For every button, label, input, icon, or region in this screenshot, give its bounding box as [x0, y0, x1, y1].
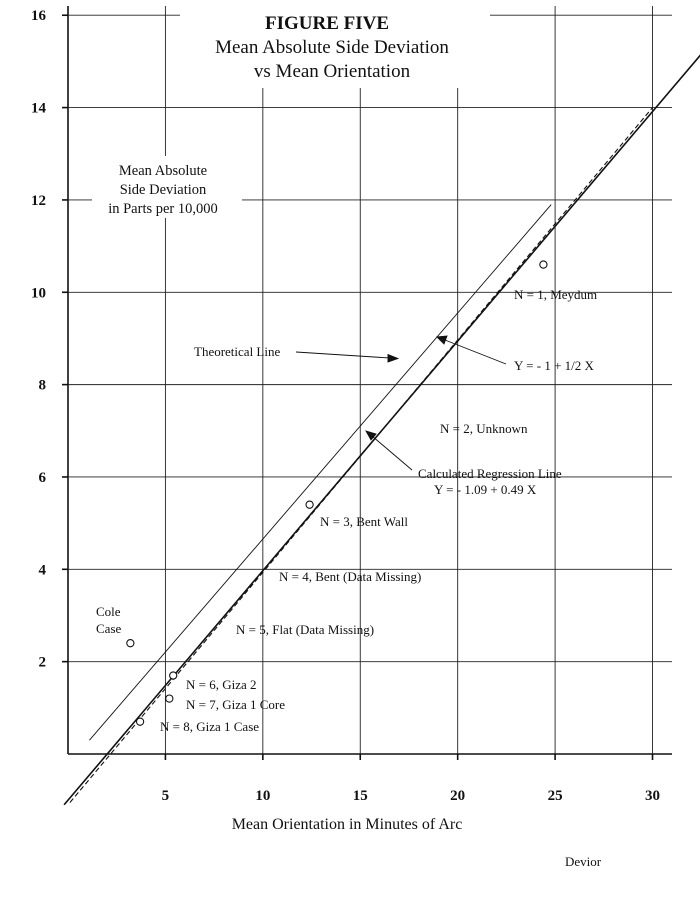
- data-point-1: [306, 501, 313, 508]
- data-point-5: [127, 640, 134, 647]
- label-n3-bent-wall: N = 3, Bent Wall: [320, 514, 409, 529]
- ylabel-line3: in Parts per 10,000: [108, 201, 218, 217]
- label-n7-giza1-core: N = 7, Giza 1 Core: [186, 697, 286, 712]
- data-point-2: [170, 672, 177, 679]
- chart-lines: [64, 1, 700, 804]
- x-tick-label-0: 5: [161, 788, 170, 804]
- data-point-0: [540, 261, 547, 268]
- x-tick-label-2: 15: [352, 788, 368, 804]
- label-n2-unknown: N = 2, Unknown: [440, 421, 528, 436]
- y-tick-label-5: 12: [31, 192, 46, 209]
- annotation-arrows: [296, 336, 506, 470]
- label-regression-line: Calculated Regression Line: [418, 466, 562, 481]
- y-tick-label-0: 2: [38, 654, 46, 671]
- theoretical-arrow-line: [296, 352, 390, 358]
- label-n1-meydum: N = 1, Meydum: [514, 287, 598, 302]
- theoretical-eq-arrow-line: [445, 340, 506, 364]
- axes: [68, 6, 672, 754]
- theoretical-arrowhead: [388, 355, 398, 363]
- grid-lines: [68, 6, 672, 754]
- label-cole-line1: Cole: [96, 604, 121, 619]
- y-tick-label-6: 14: [31, 100, 46, 117]
- x-tick-label-4: 25: [547, 788, 563, 804]
- data-point-3: [166, 695, 173, 702]
- label-n8-giza1-case: N = 8, Giza 1 Case: [160, 719, 260, 734]
- line-solid-0: [64, 1, 700, 804]
- x-tick-label-1: 10: [255, 788, 271, 804]
- ylabel-line1: Mean Absolute: [118, 163, 208, 179]
- chart-title-line3: vs Mean Orientation: [253, 61, 411, 82]
- x-axis-label: Mean Orientation in Minutes of Arc: [231, 816, 463, 833]
- label-theoretical-line: Theoretical Line: [194, 344, 281, 359]
- x-tick-label-3: 20: [450, 788, 466, 804]
- label-theoretical-equation: Y = - 1 + 1/2 X: [514, 358, 594, 373]
- y-tick-label-7: 16: [31, 8, 46, 25]
- chart-title-line1: FIGURE FIVE: [264, 13, 390, 34]
- x-tick-label-5: 30: [645, 788, 661, 804]
- chart-title-line2: Mean Absolute Side Deviation: [215, 37, 449, 58]
- y-tick-label-2: 6: [38, 469, 46, 486]
- y-tick-label-1: 4: [38, 562, 46, 579]
- label-n5-flat: N = 5, Flat (Data Missing): [236, 622, 375, 637]
- footer-text: Devior: [565, 854, 602, 869]
- y-tick-label-3: 8: [38, 377, 46, 394]
- regression-arrow-line: [372, 436, 412, 470]
- label-n6-giza2: N = 6, Giza 2: [186, 677, 257, 692]
- label-regression-equation: Y = - 1.09 + 0.49 X: [434, 482, 537, 497]
- tick-labels: [31, 8, 660, 804]
- label-n4-bent: N = 4, Bent (Data Missing): [279, 569, 422, 584]
- ylabel-line2: Side Deviation: [119, 182, 207, 198]
- theoretical-eq-arrowhead: [437, 336, 447, 344]
- label-cole-line2: Case: [96, 621, 122, 636]
- data-point-4: [136, 718, 143, 725]
- y-tick-label-4: 10: [31, 285, 46, 302]
